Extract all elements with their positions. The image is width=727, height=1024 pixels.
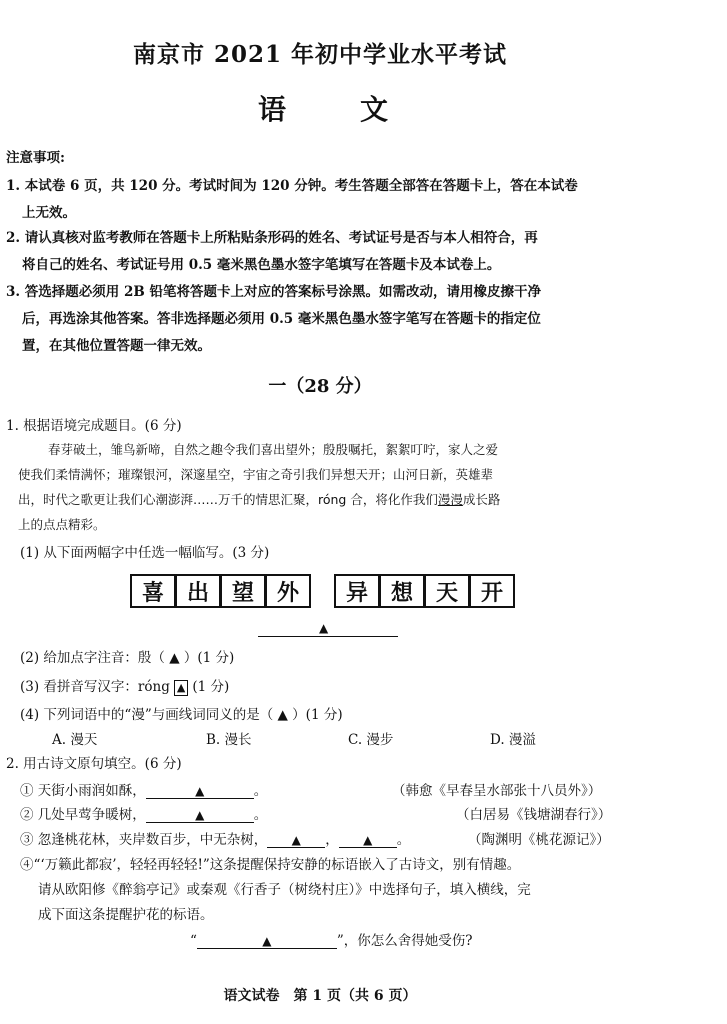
fill-blank[interactable]: ▲	[267, 833, 325, 848]
recite-item-4-line-2: 请从欧阳修《醉翁亭记》或秦观《行香子（树绕村庄）》中选择句子，填入横线，完	[38, 882, 531, 898]
note-3-line-3: 置，在其他位置答题一律无效。	[22, 338, 211, 354]
sub-question-3	[20, 675, 229, 696]
passage-line-3	[18, 490, 500, 508]
sub-question-text: ）(1 分)	[183, 650, 235, 666]
sub-question-4: (4) 下列词语中的“漫”与画线词同义的是（ ▲ ）(1 分)	[20, 707, 343, 723]
source-citation: （陶渊明《桃花源记》）	[468, 832, 610, 848]
recite-item-2	[20, 803, 267, 823]
calligraphy-box-right	[334, 574, 515, 608]
calligraphy-char: 出	[175, 574, 220, 608]
note-2-line-2: 将自己的姓名、考试证号用 0.5 毫米黑色墨水签字笔填写在答题卡及本试卷上。	[22, 257, 501, 273]
recite-text: ③ 忽逢桃花林，夹岸数百步，中无杂树，	[20, 832, 268, 848]
exam-title: 南京市 2021 年初中学业水平考试	[132, 41, 508, 68]
calligraphy-char: 望	[220, 574, 265, 608]
answer-box[interactable]: ▲	[174, 680, 188, 696]
passage-text: 成长路	[462, 492, 501, 507]
sub-question-text: (3) 看拼音写汉字：róng	[20, 679, 170, 695]
calligraphy-char: 想	[379, 574, 424, 608]
recite-text: ② 几处早莺争暖树，	[20, 807, 146, 823]
source-citation: （白居易《钱塘湖春行》）	[456, 807, 612, 823]
recite-text: ① 天街小雨润如酥，	[20, 783, 146, 799]
note-1-line-1: 1. 本试卷 6 页，共 120 分。考试时间为 120 分钟。考生答题全部答在答题卡上，答在本试卷	[6, 178, 578, 194]
sub-question-text: (2) 给加点字注音：殷（	[20, 650, 165, 666]
source-citation: （韩愈《早春呈水部张十八员外》）	[392, 783, 602, 799]
note-3-line-2: 后，再选涂其他答案。答非选择题必须用 0.5 毫米黑色墨水签字笔写在答题卡的指定位	[22, 311, 541, 327]
recite-text: 。	[396, 832, 411, 848]
slogan-text: ”，你怎么舍得她受伤?	[336, 933, 473, 949]
fill-blank[interactable]: ▲	[146, 808, 254, 823]
underlined-word: 漫漫	[437, 492, 463, 507]
calligraphy-char: 外	[265, 574, 311, 608]
calligraphy-char: 喜	[130, 574, 175, 608]
answer-mark[interactable]: ▲	[169, 650, 180, 666]
recite-text: 。	[253, 783, 268, 799]
passage-line-2: 使我们柔情满怀；璀璨银河，深邃星空，宇宙之奇引我们异想天开；山河日新，英雄辈	[18, 467, 494, 482]
fill-blank[interactable]: ▲	[197, 934, 337, 949]
note-3-line-1: 3. 答选择题必须用 2B 铅笔将答题卡上对应的答案标号涂黑。如需改动，请用橡皮擦干净	[6, 284, 541, 300]
calligraphy-char: 开	[469, 574, 515, 608]
fill-blank[interactable]: ▲	[146, 784, 254, 799]
option-d: D. 漫溢	[490, 732, 536, 748]
page-footer: 语文试卷 第 1 页（共 6 页）	[223, 988, 417, 1004]
slogan-line	[190, 929, 473, 949]
sub-question-1: (1) 从下面两幅字中任选一幅临写。(3 分)	[20, 545, 270, 561]
question-1-prompt: 1. 根据语境完成题目。(6 分)	[6, 418, 182, 434]
passage-text: 出，时代之歌更让我们心潮澎湃……万千的情思汇聚，róng 合，将化作我们	[18, 492, 438, 507]
calligraphy-char: 异	[334, 574, 379, 608]
calligraphy-char: 天	[424, 574, 469, 608]
recite-text: 。	[253, 807, 268, 823]
fill-blank[interactable]: ▲	[339, 833, 397, 848]
option-a: A. 漫天	[52, 732, 98, 748]
answer-mark: ▲	[319, 621, 329, 635]
calligraphy-box-left	[130, 574, 311, 608]
recite-item-4-line-1: ④“‘万籁此都寂’，轻轻再轻轻!”这条提醒保持安静的标语嵌入了古诗文，别有情趣。	[20, 857, 521, 873]
sub-question-2	[20, 646, 234, 666]
sub-question-text: (1 分)	[192, 679, 230, 695]
subject-char: 文	[359, 93, 388, 126]
passage-line-4: 上的点点精彩。	[18, 517, 106, 532]
subject-title	[258, 88, 388, 128]
slogan-text: “	[190, 933, 197, 949]
note-1-line-2: 上无效。	[22, 205, 76, 221]
recite-item-4-line-3: 成下面这条提醒护花的标语。	[38, 907, 214, 923]
section-heading: 一（28 分）	[268, 376, 372, 397]
recite-item-3	[20, 828, 410, 848]
passage-line-1: 春芽破土，雏鸟新啼，自然之趣令我们喜出望外；殷殷嘱托，絮絮叮咛，家人之爱	[48, 442, 499, 457]
recite-item-1	[20, 779, 267, 799]
notes-title: 注意事项:	[6, 150, 65, 166]
answer-line[interactable]	[258, 636, 398, 637]
question-2-prompt: 2. 用古诗文原句填空。(6 分)	[6, 756, 182, 772]
recite-text: ，	[325, 832, 339, 848]
subject-char: 语	[258, 93, 287, 126]
option-b: B. 漫长	[206, 732, 252, 748]
option-c: C. 漫步	[348, 732, 394, 748]
note-2-line-1: 2. 请认真核对监考教师在答题卡上所粘贴条形码的姓名、考试证号是否与本人相符合，再	[6, 230, 538, 246]
